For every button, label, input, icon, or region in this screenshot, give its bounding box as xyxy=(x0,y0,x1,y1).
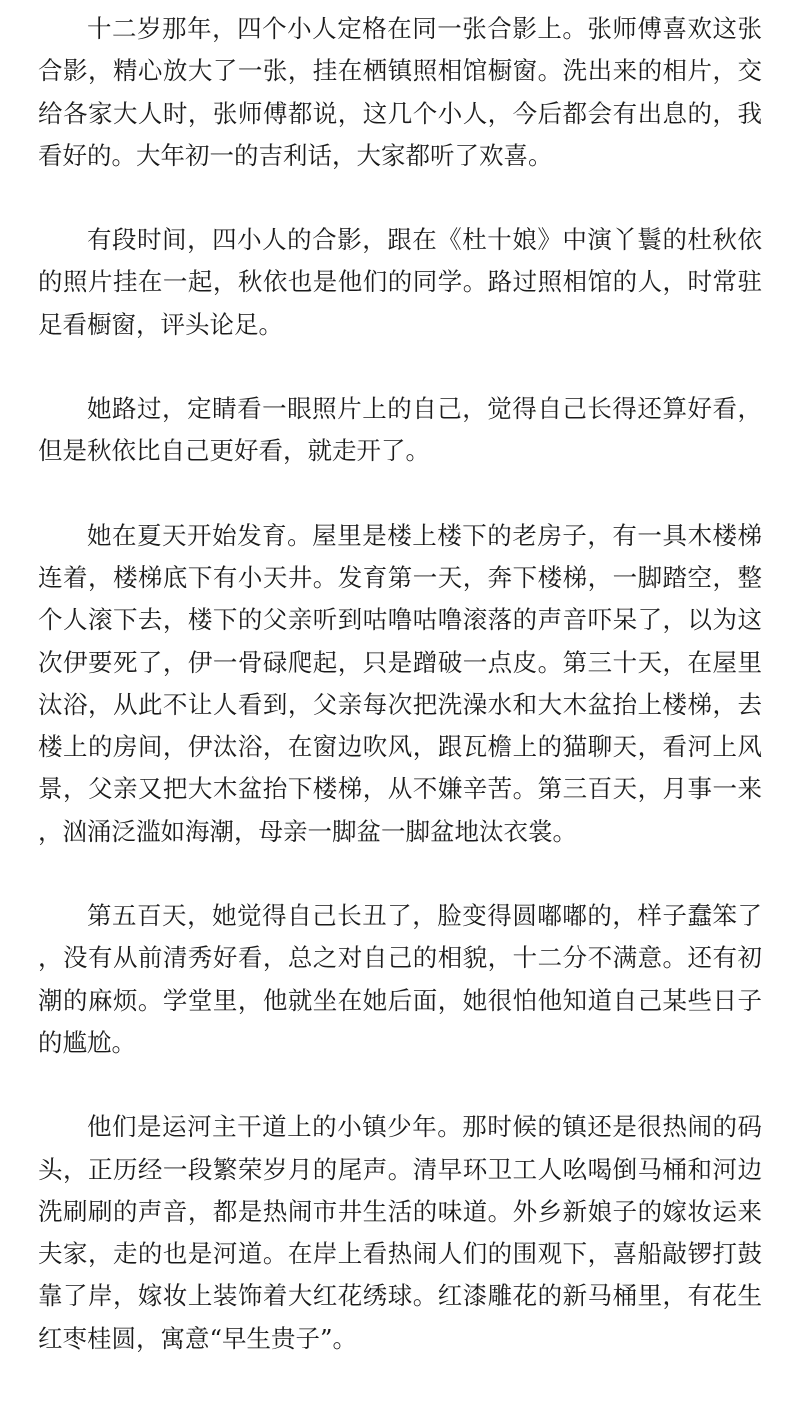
paragraph-1: 十二岁那年，四个小人定格在同一张合影上。张师傅喜欢这张合影，精心放大了一张，挂在栖镇照相馆橱窗。洗出来的相片，交给各家大人时，张师傅都说，这几个小人，今后都会有出息的，我看好的。大年初一的吉利话，大家都听了欢喜。 xyxy=(38,14,762,170)
article-body xyxy=(38,0,762,1402)
paragraph-3: 她路过，定睛看一眼照片上的自己，觉得自己长得还算好看，但是秋依比自己更好看，就走开了。 xyxy=(38,394,762,466)
paragraph-2: 有段时间，四小人的合影，跟在《杜十娘》中演丫鬟的杜秋依的照片挂在一起，秋依也是他们的同学。路过照相馆的人，时常驻足看橱窗，评头论足。 xyxy=(38,225,762,339)
paragraph-5: 第五百天，她觉得自己长丑了，脸变得圆嘟嘟的，样子蠢笨了，没有从前清秀好看，总之对自己的相貌，十二分不满意。还有初潮的麻烦。学堂里，他就坐在她后面，她很怕他知道自己某些日子的尴尬。 xyxy=(38,901,762,1057)
paragraph-4: 她在夏天开始发育。屋里是楼上楼下的老房子，有一具木楼梯连着，楼梯底下有小天井。发育第一天，奔下楼梯，一脚踏空，整个人滚下去，楼下的父亲听到咕噜咕噜滚落的声音吓呆了，以为这次伊要死了，伊一骨碌爬起，只是蹭破一点皮。第三十天，在屋里汰浴，从此不让人看到，父亲每次把洗澡水和大木盆抬上楼梯，去楼上的房间，伊汰浴，在窗边吹风，跟瓦檐上的猫聊天，看河上风景，父亲又把大木盆抬下楼梯，从不嫌辛苦。第三百天，月事一来，汹涌泛滥如海潮，母亲一脚盆一脚盆地汰衣裳。 xyxy=(38,520,762,846)
paragraph-6: 他们是运河主干道上的小镇少年。那时候的镇还是很热闹的码头，正历经一段繁荣岁月的尾声。清早环卫工人吆喝倒马桶和河边洗刷刷的声音，都是热闹市井生活的味道。外乡新娘子的嫁妆运来夫家，走的也是河道。在岸上看热闹人们的围观下，喜船敲锣打鼓靠了岸，嫁妆上装饰着大红花绣球。红漆雕花的新马桶里，有花生红枣桂圆，寓意“早生贵子”。 xyxy=(38,1112,762,1353)
